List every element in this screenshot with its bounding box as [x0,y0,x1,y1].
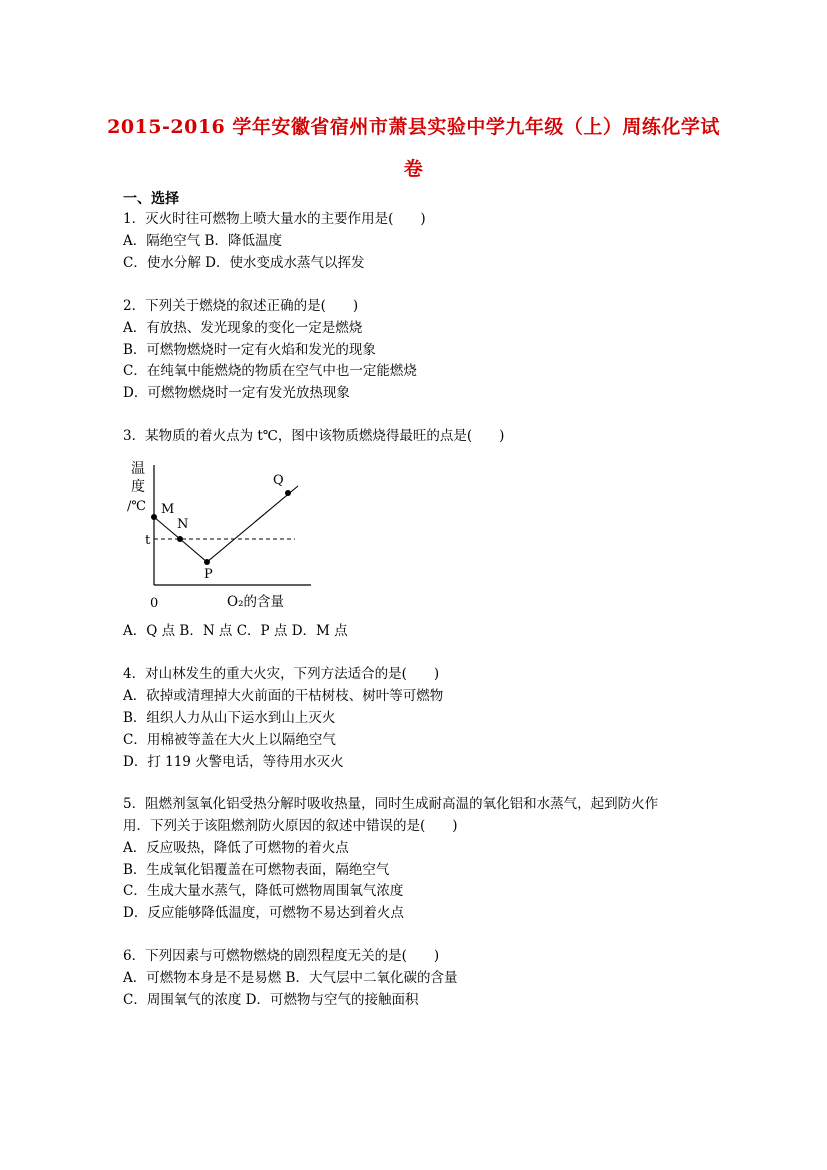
page-title-line-2: 卷 [403,158,424,180]
point-q [285,490,291,496]
question-5-option-b: B．生成氧化铝覆盖在可燃物表面，隔绝空气 [123,862,390,878]
question-1-stem: 1．灭火时往可燃物上喷大量水的主要作用是( ) [123,211,426,227]
question-4-option-a: A．砍掉或清理掉大火前面的干枯树枝、树叶等可燃物 [123,688,444,704]
question-4-option-b: B．组织人力从山下运水到山上灭火 [123,710,336,726]
section-heading: 一、选择 [123,191,179,207]
point-p [204,559,210,565]
point-m [151,514,157,520]
question-4-option-c: C．用棉被等盖在大火上以隔绝空气 [123,732,336,748]
question-5-stem-line-2: 用．下列关于该阻燃剂防火原因的叙述中错误的是( ) [123,818,458,834]
t-label: t [145,533,151,548]
question-2-option-b: B．可燃物燃烧时一定有火焰和发光的现象 [123,342,376,358]
question-2-stem: 2．下列关于燃烧的叙述正确的是( ) [123,298,359,314]
point-m-label: M [161,502,175,517]
question-4-stem: 4．对山林发生的重大火灾，下列方法适合的是( ) [123,666,440,682]
question-5-stem-line-1: 5．阻燃剂氢氧化铝受热分解时吸收热量，同时生成耐高温的氧化铝和水蒸气，起到防火作 [123,796,659,812]
x-axis-label: O₂的含量 [227,594,284,610]
page-title-line-1: 2015-2016 学年安徽省宿州市萧县实验中学九年级（上）周练化学试 [107,116,720,138]
y-label-2: 度 [131,479,145,495]
temperature-oxygen-diagram [123,455,313,615]
question-6-option-ab: A．可燃物本身是不是易燃 B．大气层中二氧化碳的含量 [123,970,458,986]
question-3-stem: 3．某物质的着火点为 t℃，图中该物质燃烧得最旺的点是( ) [123,428,505,444]
point-n-label: N [177,517,189,532]
point-p-label: P [204,567,213,582]
point-n [177,536,183,542]
origin-label: 0 [150,596,159,611]
question-2-option-d: D．可燃物燃烧时一定有发光放热现象 [123,385,350,401]
y-label-1: 温 [131,461,145,477]
question-6-stem: 6．下列因素与可燃物燃烧的剧烈程度无关的是( ) [123,948,440,964]
temperature-curve [154,486,298,562]
question-6-option-cd: C．周围氧气的浓度 D．可燃物与空气的接触面积 [123,992,419,1008]
point-q-label: Q [273,473,284,488]
question-1-option-cd: C．使水分解 D．使水变成水蒸气以挥发 [123,255,365,271]
question-2-option-c: C．在纯氧中能燃烧的物质在空气中也一定能燃烧 [123,363,417,379]
question-5-option-c: C．生成大量水蒸气，降低可燃物周围氧气浓度 [123,883,404,899]
question-3-options: A．Q 点 B．N 点 C．P 点 D．M 点 [123,623,348,639]
question-4-option-d: D．打 119 火警电话，等待用水灭火 [123,754,344,770]
question-2-option-a: A．有放热、发光现象的变化一定是燃烧 [123,320,363,336]
question-1-option-ab: A．隔绝空气 B．降低温度 [123,233,282,249]
question-5-option-a: A．反应吸热，降低了可燃物的着火点 [123,840,349,856]
y-label-3: /℃ [127,499,146,514]
question-5-option-d: D．反应能够降低温度，可燃物不易达到着火点 [123,905,404,921]
